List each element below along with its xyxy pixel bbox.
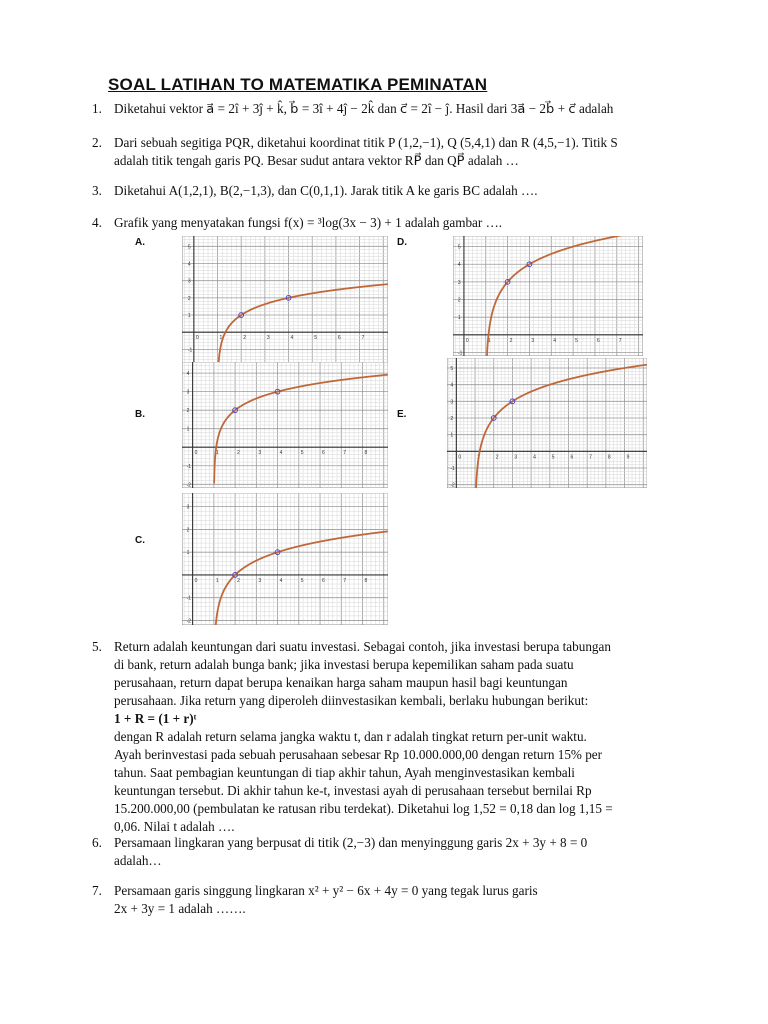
x-tick-label: 1: [477, 454, 480, 461]
question-6: [92, 834, 702, 870]
plot-frame: [182, 493, 388, 625]
x-tick-label: 4: [533, 454, 536, 461]
y-tick-label: 1: [186, 426, 190, 433]
question-text-line: dengan R adalah return selama jangka waktu t, dan r adalah tingkat return per-unit waktu.: [114, 729, 587, 744]
y-tick-label: 5: [457, 244, 461, 251]
question-text-line: 2x + 3y = 1 adalah …….: [114, 901, 246, 916]
question-text-line: 15.200.000,00 (pembulatan ke ratusan ribu terdekat). Diketahui log 1,52 = 0,18 dan log 1,15 =: [114, 801, 613, 816]
question-text-line: 0,06. Nilai t adalah ….: [114, 819, 235, 834]
x-tick-label: 5: [300, 450, 304, 457]
y-tick-label: 2: [450, 416, 454, 422]
question-text-line: adalah…: [114, 853, 162, 868]
x-tick-label: 1: [215, 450, 219, 457]
question-text: Diketahui A(1,2,1), B(2,−1,3), dan C(0,1,1). Jarak titik A ke garis BC adalah ….: [114, 183, 538, 198]
option-label-d: D.: [397, 237, 407, 248]
y-tick-label: 5: [450, 366, 454, 372]
x-tick-label: 0: [195, 335, 199, 342]
y-tick-label: 3: [186, 504, 190, 511]
x-tick-label: 6: [570, 454, 574, 461]
y-tick-label: 1: [187, 313, 191, 320]
y-tick-label: -1: [457, 350, 463, 356]
x-tick-label: 9: [626, 454, 630, 461]
x-tick-label: 7: [589, 454, 592, 461]
question-number: 4.: [92, 215, 102, 230]
option-label-c: C.: [135, 535, 145, 546]
question-number: 5.: [92, 639, 102, 654]
x-tick-label: 1: [215, 577, 219, 584]
question-text-line: adalah titik tengah garis PQ. Besar sudut antara vektor RP⃗ dan QP⃗ adalah …: [114, 153, 519, 168]
question-text-line: Persamaan garis singgung lingkaran x² + y² − 6x + 4y = 0 yang tegak lurus garis: [114, 883, 538, 898]
y-tick-label: -2: [186, 482, 192, 488]
x-tick-label: 2: [243, 335, 246, 342]
x-tick-label: 1: [219, 335, 223, 342]
x-tick-label: 8: [364, 577, 368, 584]
x-tick-label: 4: [279, 577, 283, 584]
x-tick-label: 1: [487, 337, 491, 344]
x-tick-label: 4: [279, 450, 283, 457]
x-tick-label: 8: [607, 454, 611, 461]
question-text-line: di bank, return adalah bunga bank; jika investasi berupa kepemilikan saham pada suatu: [114, 657, 574, 672]
y-tick-label: 3: [186, 389, 190, 396]
y-tick-label: 4: [186, 371, 190, 378]
question-text-line: keuntungan tersebut. Di akhir tahun ke-t, investasi ayah di perusahaan tersebut bernilai Rp: [114, 783, 592, 798]
question-4: [92, 214, 702, 232]
x-tick-label: 2: [237, 450, 240, 457]
x-tick-label: 0: [194, 450, 198, 457]
x-tick-label: 0: [194, 577, 198, 584]
y-tick-label: 2: [187, 295, 191, 302]
x-tick-label: 5: [551, 454, 555, 461]
x-tick-label: 8: [364, 450, 368, 457]
y-tick-label: -2: [450, 482, 455, 488]
x-tick-label: 2: [237, 577, 240, 584]
x-tick-label: 5: [575, 337, 578, 344]
y-tick-label: 3: [450, 399, 454, 406]
y-tick-label: 1: [186, 550, 190, 557]
x-tick-label: 3: [531, 337, 535, 344]
question-7: [92, 882, 702, 918]
question-text: Diketahui vektor a⃗ = 2î + 3ĵ + k̂, b⃗ = 3î + 4ĵ − 2k̂ dan c⃗ = 2î − ĵ. Hasil dari 3a⃗ − 2b⃗ + c⃗ adalah: [114, 101, 614, 116]
y-tick-label: 4: [450, 382, 454, 389]
graph-option-a: [182, 236, 388, 370]
x-tick-label: 6: [322, 577, 325, 584]
x-tick-label: 5: [300, 577, 304, 584]
y-tick-label: 5: [187, 244, 191, 251]
y-tick-label: -2: [186, 618, 192, 625]
y-tick-label: 1: [450, 432, 454, 439]
x-tick-label: 6: [596, 337, 600, 344]
question-text-line: perusahaan, return dapat berupa kenaikan harga saham maupun hasil bagi keuntungan: [114, 675, 568, 690]
question-text-line: tahun. Saat pembagian keuntungan di tiap akhir tahun, Ayah menginvestasikan kembali: [114, 765, 575, 780]
x-tick-label: 7: [618, 337, 622, 344]
x-tick-label: 3: [258, 577, 262, 584]
x-tick-label: 4: [290, 335, 294, 342]
x-tick-label: 4: [553, 337, 557, 344]
formula: 1 + R = (1 + r)ᵗ: [114, 711, 197, 726]
x-tick-label: 5: [314, 335, 318, 342]
y-tick-label: 2: [457, 297, 461, 304]
question-number: 1.: [92, 101, 102, 116]
y-tick-label: 4: [457, 262, 461, 269]
question-number: 6.: [92, 835, 102, 850]
option-label-a: A.: [135, 237, 145, 248]
y-tick-label: 3: [457, 279, 461, 286]
page-title: SOAL LATIHAN TO MATEMATIKA PEMINATAN: [108, 75, 488, 94]
x-tick-label: 7: [361, 335, 365, 342]
question-number: 7.: [92, 883, 102, 898]
x-tick-label: 2: [509, 337, 513, 344]
x-tick-label: 7: [343, 450, 347, 457]
y-tick-label: 2: [186, 408, 190, 415]
graph-option-c: [182, 493, 388, 625]
option-label-e: E.: [397, 409, 407, 420]
question-text-line: Dari sebuah segitiga PQR, diketahui koordinat titik P (1,2,−1), Q (5,4,1) dan R (4,5,−1). Titik S: [114, 135, 618, 150]
question-number: 3.: [92, 183, 102, 198]
graph-option-b: [182, 362, 388, 488]
x-tick-label: 6: [337, 335, 341, 342]
y-tick-label: 1: [457, 315, 461, 322]
question-text-line: Return adalah keuntungan dari suatu investasi. Sebagai contoh, jika investasi berupa tabungan: [114, 639, 611, 654]
x-tick-label: 6: [322, 450, 325, 457]
x-tick-label: 0: [458, 454, 462, 461]
x-tick-label: 7: [343, 577, 347, 584]
question-3: [92, 182, 702, 200]
question-5: [92, 638, 702, 836]
question-number: 2.: [92, 135, 102, 150]
x-tick-label: 3: [266, 335, 270, 342]
y-tick-label: -1: [186, 595, 192, 602]
option-label-b: B.: [135, 409, 145, 420]
question-text-line: Ayah berinvestasi pada sebuah perusahaan sebesar Rp 10.000.000,00 dengan return 15% per: [114, 747, 603, 762]
x-tick-label: 0: [465, 337, 469, 344]
question-2: [92, 134, 702, 170]
x-tick-label: 2: [495, 454, 499, 461]
graph-option-e: [447, 358, 647, 488]
question-text-line: Persamaan lingkaran yang berpusat di titik (2,−3) dan menyinggung garis 2x + 3y + 8 = 0: [114, 835, 588, 850]
question-text-line: perusahaan. Jika return yang diperoleh diinvestasikan kembali, berlaku hubungan berikut:: [114, 693, 589, 708]
y-tick-label: 2: [186, 527, 190, 534]
y-tick-label: -1: [450, 466, 455, 472]
y-tick-label: -1: [187, 347, 193, 354]
y-tick-label: -1: [186, 463, 192, 470]
question-1: [92, 100, 702, 118]
x-tick-label: 3: [258, 450, 262, 457]
x-tick-label: 3: [514, 454, 518, 461]
question-text: Grafik yang menyatakan fungsi f(x) = ³log(3x − 3) + 1 adalah gambar ….: [114, 215, 503, 230]
y-tick-label: 4: [187, 261, 191, 268]
graph-option-d: [453, 236, 643, 356]
y-tick-label: 3: [187, 278, 191, 285]
